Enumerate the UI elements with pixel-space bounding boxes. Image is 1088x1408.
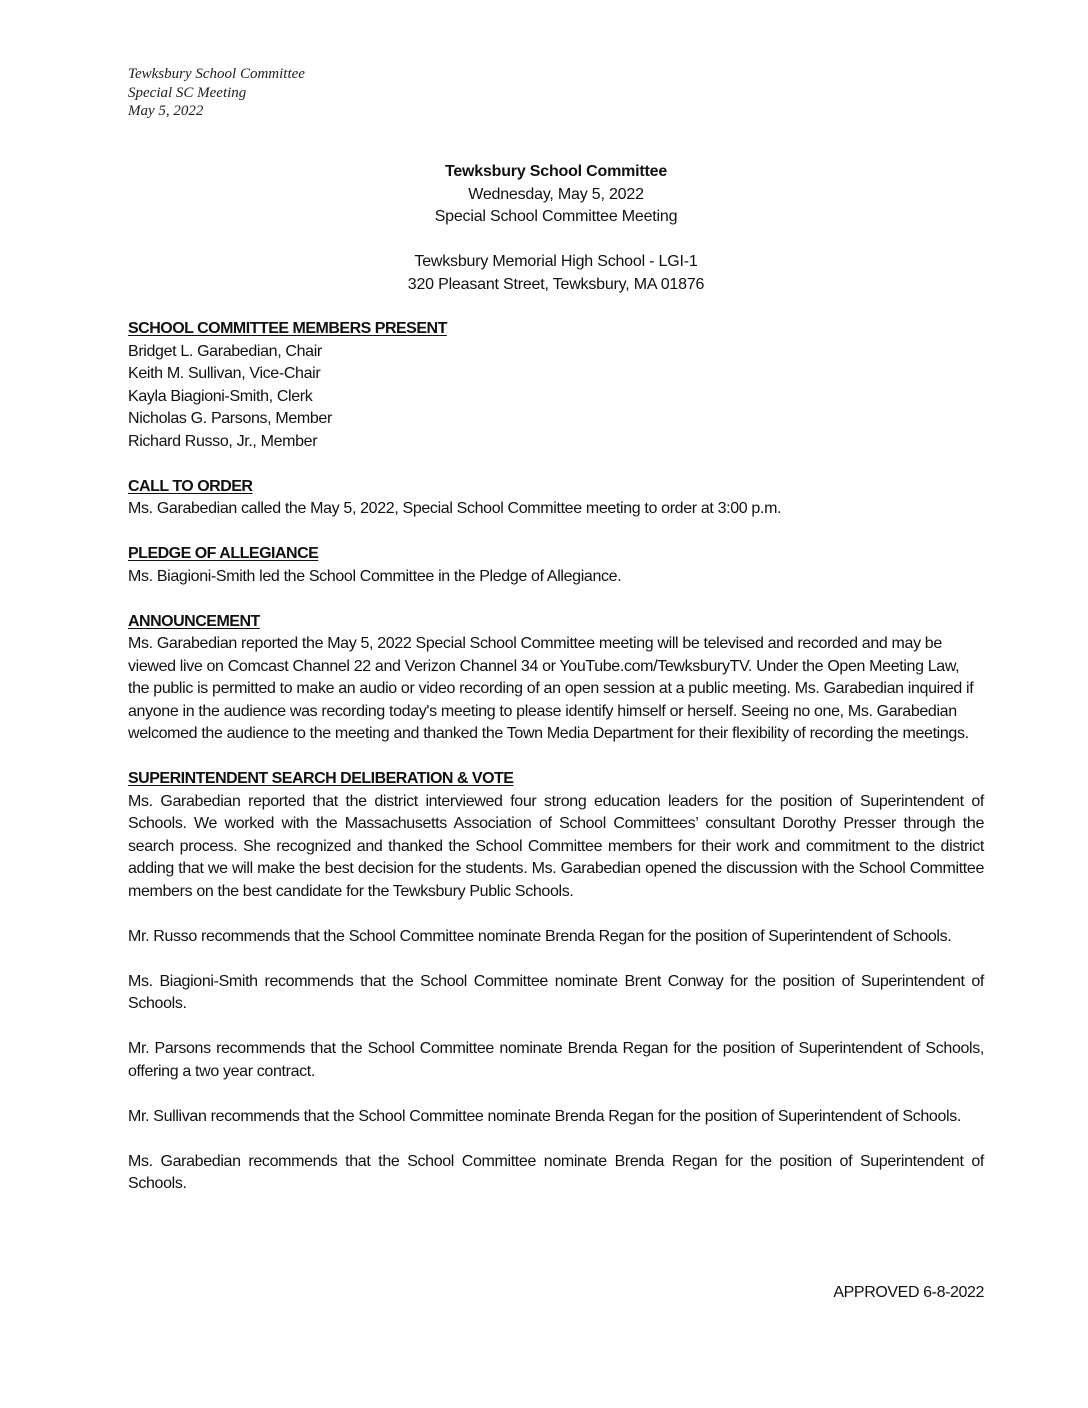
recommendation-paragraph: Mr. Sullivan recommends that the School Committee nominate Brenda Regan for the position of Superintendent of Schools. — [128, 1107, 961, 1125]
superintendent-search-section — [128, 768, 984, 1196]
paragraph: Ms. Garabedian reported that the district interviewed four strong education leaders for the position of Superintendent of Schools. We worked with the Massachusetts Association of School Committees’ consultant Dorothy Presser through the search process. She recognized and thanked the School Committee members for their work and commitment to the district adding that we will make the best decision for the students. Ms. Garabedian opened the discussion with the School Committee members on the best candidate for the Tewksbury Public Schools. — [128, 792, 984, 900]
section-heading: PLEDGE OF ALLEGIANCE — [128, 545, 319, 562]
running-header-meeting: Special SC Meeting — [128, 84, 247, 101]
recommendation-paragraph: Mr. Russo recommends that the School Committee nominate Brenda Regan for the position of Superintendent of Schools. — [128, 927, 952, 945]
recommendation-paragraph: Mr. Parsons recommends that the School Committee nominate Brenda Regan for the position of Superintendent of Schools, offering a two year contract. — [128, 1040, 984, 1080]
recommendation-paragraph: Ms. Biagioni-Smith recommends that the School Committee nominate Brent Conway for the position of Superintendent of Schools. — [128, 972, 984, 1012]
section-heading: ANNOUNCEMENT — [128, 612, 260, 630]
running-header — [128, 65, 305, 121]
section-text: Ms. Garabedian called the May 5, 2022, Special School Committee meeting to order at 3:00 p.m. — [128, 500, 782, 517]
section-text: Ms. Biagioni-Smith led the School Committee in the Pledge of Allegiance. — [128, 567, 622, 585]
section-heading: SCHOOL COMMITTEE MEMBERS PRESENT — [128, 320, 447, 337]
section-text: Ms. Garabedian reported the May 5, 2022 Special School Committee meeting will be televised and recorded and may be viewed live on Comcast Channel 22 and Verizon Channel 34 or YouTube.com/TewksburyTV. Under the Open Meeting Law, the public is permitted to make an audio or video recording of an open session at a public meeting. Ms. Garabedian inquired if anyone in the audience was recording today's meeting to please identify himself or herself. Seeing no one, Ms. Garabedian welcomed the audience to the meeting and thanked the Town Media Department for their flexibility of recording the meetings. — [128, 635, 974, 742]
meeting-type: Special School Committee Meeting — [434, 208, 678, 225]
member-item: Nicholas G. Parsons, Member — [128, 410, 332, 427]
section-heading: SUPERINTENDENT SEARCH DELIBERATION & VOTE — [128, 770, 514, 787]
members-present-section — [128, 318, 984, 453]
section-heading: CALL TO ORDER — [128, 477, 253, 495]
minutes-body — [128, 318, 984, 1218]
recommendation-paragraph: Ms. Garabedian recommends that the School Committee nominate Brenda Regan for the position of Superintendent of Schools. — [128, 1152, 984, 1192]
pledge-section — [128, 543, 984, 588]
approval-stamp: APPROVED 6-8-2022 — [833, 1284, 984, 1301]
running-header-date: May 5, 2022 — [128, 103, 204, 119]
running-header-org: Tewksbury School Committee — [128, 66, 305, 82]
document-title: Tewksbury School Committee — [444, 163, 668, 180]
call-to-order-section — [128, 476, 984, 521]
member-item: Kayla Biagioni-Smith, Clerk — [128, 387, 313, 405]
member-item: Keith M. Sullivan, Vice-Chair — [128, 365, 321, 382]
meeting-location: Tewksbury Memorial High School - LGI-1 — [414, 253, 698, 270]
announcement-section — [128, 611, 984, 746]
member-item: Richard Russo, Jr., Member — [128, 432, 318, 450]
meeting-address: 320 Pleasant Street, Tewksbury, MA 01876 — [407, 275, 705, 293]
member-item: Bridget L. Garabedian, Chair — [128, 342, 322, 360]
title-block — [128, 161, 984, 296]
meeting-date: Wednesday, May 5, 2022 — [468, 185, 644, 203]
